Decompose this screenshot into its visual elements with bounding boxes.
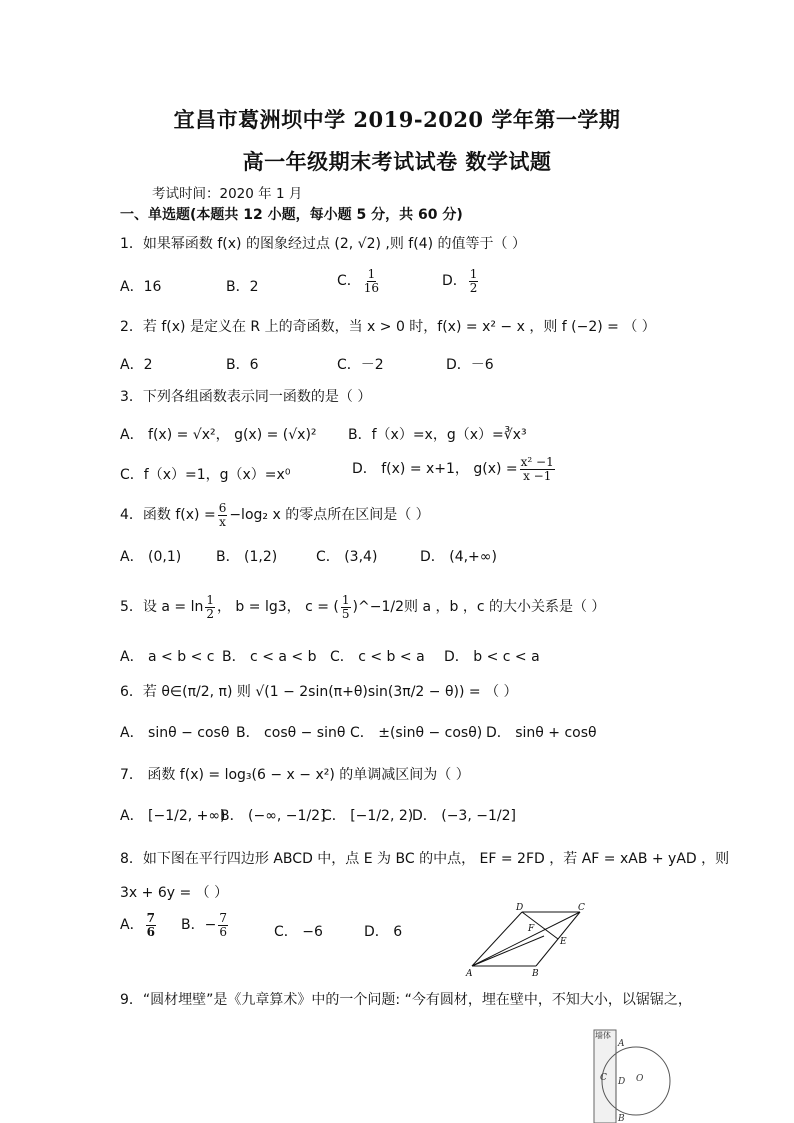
section-heading: 一、单选题(本题共 12 小题，每小题 5 分，共 60 分) bbox=[120, 207, 463, 223]
q8-option-a-fraction bbox=[146, 912, 156, 938]
label-c: C bbox=[578, 903, 585, 913]
q5-fraction-1-num: 1 bbox=[206, 593, 214, 607]
q4-option-c: C． (3,4) bbox=[316, 549, 378, 565]
label-a: A bbox=[466, 969, 473, 979]
exam-time: 考试时间：2020 年 1 月 bbox=[152, 186, 303, 202]
q5-stem-post: 则 a ，b ，c 的大小关系是（ ） bbox=[404, 599, 606, 616]
q5-fraction-2-den: 5 bbox=[341, 606, 350, 621]
question-7-stem: 7． 函数 f(x) = log₃(6 − x − x²) 的单调减区间为（ ） bbox=[120, 767, 470, 783]
q1-option-d-fraction bbox=[469, 268, 479, 294]
q5-stem-mid: ， b = lg3， c = ( bbox=[216, 599, 339, 616]
wall-label: 墙体 bbox=[595, 1031, 611, 1040]
label-d: D bbox=[516, 903, 524, 913]
q1-option-d-label: D． bbox=[442, 273, 467, 290]
q1-option-b: B．2 bbox=[226, 279, 259, 295]
q8-b-numerator: 7 bbox=[219, 911, 227, 925]
q3-option-a: A． f(x) = √x²， g(x) = (√x)² bbox=[120, 427, 317, 443]
q3-option-d bbox=[352, 456, 557, 482]
q3-option-c: C．f（x）=1，g（x）=x⁰ bbox=[120, 467, 291, 483]
q4-numerator: 6 bbox=[218, 501, 227, 515]
label-b: B bbox=[532, 969, 539, 979]
label-o-q9: O bbox=[636, 1074, 644, 1084]
question-4-stem bbox=[120, 502, 430, 528]
q4-stem-fraction bbox=[218, 502, 228, 528]
question-8-stem: 8．如下图在平行四边形 ABCD 中，点 E 为 BC 的中点， EF = 2FD ，若 AF = xAB + yAD ，则 bbox=[120, 851, 730, 867]
q1-d-denominator: 2 bbox=[469, 280, 478, 295]
title-line-2: 高一年级期末考试试卷 数学试题 bbox=[242, 149, 552, 174]
q8-option-b bbox=[181, 912, 230, 938]
label-d-q9: D bbox=[618, 1077, 626, 1087]
question-6-stem: 6．若 θ∈(π/2, π) 则 √(1 − 2sin(π+θ)sin(3π/2 − θ)) = （ ） bbox=[120, 684, 518, 700]
question-2-stem: 2．若 f(x) 是定义在 R 上的奇函数，当 x > 0 时，f(x) = x² − x ，则 f (−2) = （ ） bbox=[120, 319, 656, 335]
q6-option-d: D． sinθ + cosθ bbox=[486, 725, 597, 741]
question-5-stem bbox=[120, 594, 605, 620]
q7-option-c: C． [−1/2, 2) bbox=[322, 808, 414, 824]
q5-fraction-1-den: 2 bbox=[206, 606, 214, 621]
q7-option-b: B． (−∞, −1/2] bbox=[220, 808, 326, 824]
q4-denominator: x bbox=[219, 514, 226, 529]
q6-option-c: C． ±(sinθ − cosθ) bbox=[350, 725, 483, 741]
q5-option-d: D． b < c < a bbox=[444, 649, 540, 665]
q8-a-numerator: 7 bbox=[146, 911, 155, 925]
q2-option-b: B．6 bbox=[226, 357, 259, 373]
edge-da bbox=[472, 912, 522, 966]
q8-option-b-fraction bbox=[218, 912, 228, 938]
q2-option-a: A．2 bbox=[120, 357, 153, 373]
q3-d-denominator: x −1 bbox=[523, 468, 552, 483]
q8-option-c: C． −6 bbox=[274, 924, 323, 940]
label-a-q9: A bbox=[618, 1039, 625, 1049]
label-b-q9: B bbox=[618, 1114, 625, 1123]
question-8-stem-2: 3x + 6y = （ ） bbox=[120, 885, 229, 901]
label-c-q9: C bbox=[600, 1073, 607, 1083]
q5-fraction-1 bbox=[205, 594, 215, 620]
q1-option-c-fraction bbox=[363, 268, 380, 294]
q3-option-d-text: D． f(x) = x+1， g(x) = bbox=[352, 461, 518, 478]
q1-c-denominator: 16 bbox=[363, 280, 380, 295]
q5-stem-exp: )^−1/2 bbox=[352, 599, 404, 616]
q4-option-a: A． (0,1) bbox=[120, 549, 182, 565]
q4-option-b: B． (1,2) bbox=[216, 549, 278, 565]
q4-stem-post: −log₂ x 的零点所在区间是（ ） bbox=[229, 507, 430, 524]
q3-d-numerator: x² −1 bbox=[520, 455, 554, 469]
q1-option-c bbox=[337, 268, 382, 294]
label-e: E bbox=[560, 937, 567, 947]
q5-stem-pre: 5．设 a = ln bbox=[120, 599, 204, 616]
title-line-1: 宜昌市葛洲坝中学 2019-2020 学年第一学期 bbox=[173, 107, 621, 132]
wall-circle-figure bbox=[592, 1026, 702, 1123]
q8-option-d: D． 6 bbox=[364, 924, 403, 940]
question-3-stem: 3．下列各组函数表示同一函数的是（ ） bbox=[120, 389, 372, 405]
q5-option-a: A． a < b < c bbox=[120, 649, 215, 665]
q7-option-d: D． (−3, −1/2] bbox=[412, 808, 516, 824]
question-9-stem: 9．“圆材埋壁”是《九章算术》中的一个问题: “今有圆材，埋在壁中，不知大小，以锯锯之， bbox=[120, 992, 692, 1008]
q5-option-b: B． c < a < b bbox=[222, 649, 317, 665]
q8-option-a-label: A． bbox=[120, 917, 144, 934]
q1-c-numerator: 1 bbox=[367, 267, 376, 281]
q2-option-d: D．－6 bbox=[446, 357, 494, 373]
q6-option-a: A． sinθ − cosθ bbox=[120, 725, 230, 741]
label-f: F bbox=[528, 924, 535, 934]
q8-a-denominator: 6 bbox=[146, 924, 155, 939]
q1-option-a: A．16 bbox=[120, 279, 162, 295]
parallelogram-figure bbox=[462, 900, 592, 980]
q5-fraction-2 bbox=[341, 594, 351, 620]
q1-option-c-label: C． bbox=[337, 273, 361, 290]
q4-stem-pre: 4．函数 f(x) = bbox=[120, 507, 216, 524]
q2-option-c: C．－2 bbox=[337, 357, 384, 373]
q1-d-numerator: 1 bbox=[469, 267, 478, 281]
q4-option-d: D． (4,+∞) bbox=[420, 549, 497, 565]
segment-ae bbox=[472, 936, 544, 966]
q5-fraction-2-num: 1 bbox=[341, 593, 350, 607]
q3-option-d-fraction bbox=[520, 456, 555, 482]
question-1-stem: 1．如果幂函数 f(x) 的图象经过点 (2, √2) ,则 f(4) 的值等于（ ） bbox=[120, 236, 526, 252]
q8-option-b-label: B．− bbox=[181, 917, 217, 934]
q8-b-denominator: 6 bbox=[219, 924, 227, 939]
q3-option-b: B．f（x）=x，g（x）=∛x³ bbox=[348, 427, 527, 443]
q5-option-c: C． c < b < a bbox=[330, 649, 425, 665]
q1-option-d bbox=[442, 268, 480, 294]
q6-option-b: B． cosθ − sinθ bbox=[236, 725, 346, 741]
q7-option-a: A． [−1/2, +∞) bbox=[120, 808, 226, 824]
q8-option-a bbox=[120, 912, 158, 938]
